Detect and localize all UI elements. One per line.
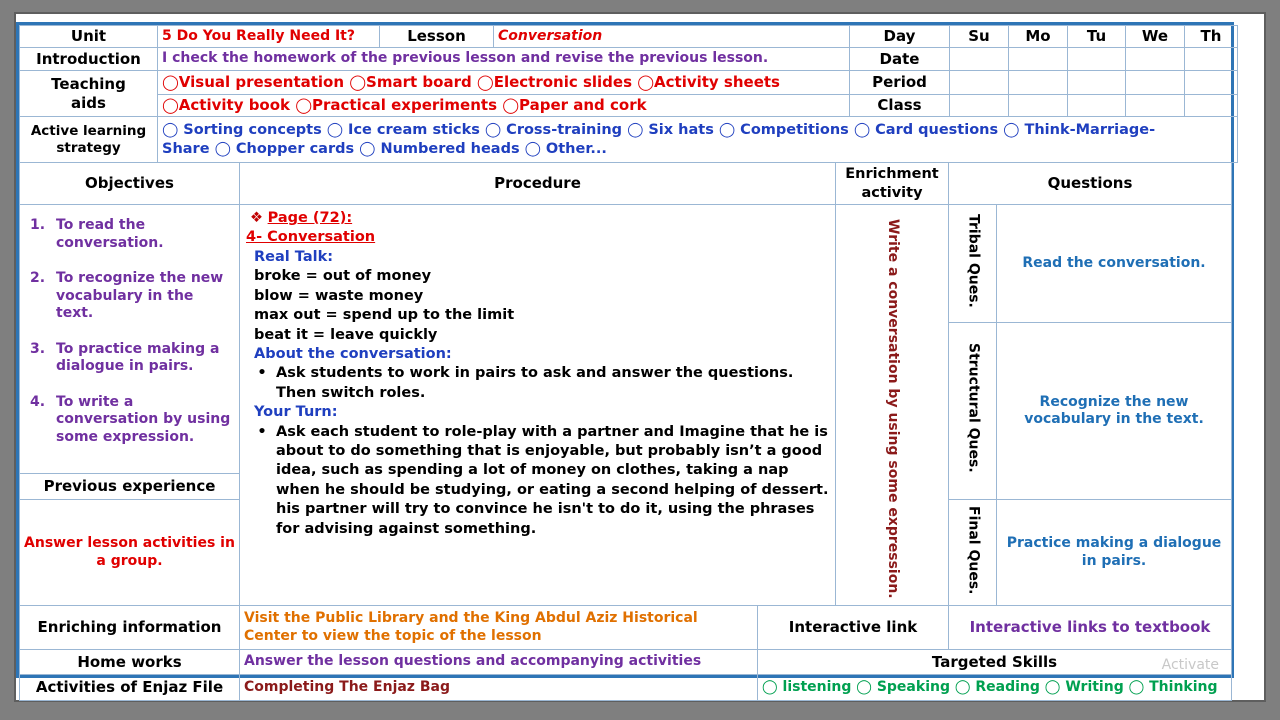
previous-experience-text: Answer lesson activities in a group.	[20, 500, 240, 606]
class-label: Class	[850, 95, 950, 117]
tribal-label-cell	[949, 205, 997, 323]
vocab-item: beat it = leave quickly	[254, 326, 438, 343]
enrichment-text: Write a conversation by using some expression.	[884, 219, 901, 599]
lesson-value: Conversation	[494, 26, 850, 48]
objective-text: To practice making a dialogue in pairs.	[56, 340, 220, 374]
objective-item	[30, 341, 235, 376]
objective-item	[30, 394, 235, 447]
objective-text: To write a conversation by using some expression.	[56, 393, 231, 445]
vocab-item: blow = waste money	[254, 287, 424, 304]
objectives-header: Objectives	[20, 163, 240, 205]
header-table	[19, 25, 1238, 163]
strategy-label-1: Active learning	[30, 122, 147, 139]
home-works-label: Home works	[20, 650, 240, 675]
footer-table	[19, 605, 1232, 701]
day-th: Th	[1185, 26, 1238, 48]
enriching-label: Enriching information	[20, 606, 240, 650]
about-bullet	[246, 364, 829, 403]
your-turn-heading: Your Turn:	[254, 404, 338, 421]
period-cell-tu[interactable]	[1068, 71, 1126, 95]
date-cell-su[interactable]	[950, 48, 1009, 71]
introduction-label: Introduction	[20, 48, 158, 71]
period-cell-mo[interactable]	[1009, 71, 1068, 95]
enjaz-text: Completing The Enjaz Bag	[240, 675, 758, 701]
date-cell-th[interactable]	[1185, 48, 1238, 71]
introduction-text: I check the homework of the previous lesson and revise the previous lesson.	[158, 48, 850, 71]
objectives-cell	[20, 205, 240, 474]
lesson-label: Lesson	[380, 26, 494, 48]
targeted-skills-label: Targeted Skills	[758, 650, 1232, 675]
enrichment-header	[836, 163, 949, 205]
class-cell-th[interactable]	[1185, 95, 1238, 117]
objective-number: 3.	[30, 340, 46, 357]
interactive-link-label: Interactive link	[758, 606, 949, 650]
teaching-aids-line-2[interactable]: ◯Activity book ◯Practical experiments ◯Paper and cork	[158, 95, 850, 117]
day-tu: Tu	[1068, 26, 1126, 48]
objective-number: 2.	[30, 270, 46, 286]
teaching-aids-label	[20, 71, 158, 117]
day-mo: Mo	[1009, 26, 1068, 48]
final-label: Final Ques.	[965, 505, 982, 595]
structural-question: Recognize the new vocabulary in the text.	[997, 323, 1232, 500]
objective-text: To read the conversation.	[56, 217, 164, 251]
lesson-plan-sheet	[16, 22, 1234, 697]
period-cell-we[interactable]	[1126, 71, 1185, 95]
tribal-label: Tribal Ques.	[965, 213, 982, 308]
questions-header: Questions	[949, 163, 1232, 205]
class-cell-mo[interactable]	[1009, 95, 1068, 117]
day-su: Su	[950, 26, 1009, 48]
period-label: Period	[850, 71, 950, 95]
date-cell-tu[interactable]	[1068, 48, 1126, 71]
bullet-icon: •	[257, 365, 267, 382]
period-cell-su[interactable]	[950, 71, 1009, 95]
your-turn-bullet	[246, 423, 829, 540]
procedure-cell	[240, 205, 836, 606]
structural-label-cell	[949, 323, 997, 500]
bullet-icon: •	[257, 423, 267, 440]
teaching-aids-label-2: aids	[71, 93, 106, 112]
strategy-label-2: strategy	[56, 139, 121, 156]
class-cell-tu[interactable]	[1068, 95, 1126, 117]
your-turn-text: Ask each student to role-play with a partner and Imagine that he is about to do something that is enjoyable, but probably isn’t a good idea, such as spending a lot of money on clothes, taking a nap when he should be studying, or eating a second helping of dessert. his partner will try to convince he isn't to do it, using the phrases for advising against something.	[276, 423, 829, 537]
about-heading: About the conversation:	[254, 345, 452, 362]
enrichment-cell	[836, 205, 949, 606]
objective-number: 4.	[30, 393, 46, 410]
activate-watermark: Activate	[1161, 657, 1219, 673]
targeted-skills-options[interactable]: ◯ listening ◯ Speaking ◯ Reading ◯ Writing ◯ Thinking	[758, 675, 1232, 701]
strategy-line-2: Share ◯ Chopper cards ◯ Numbered heads ◯ Other...	[162, 140, 607, 157]
day-label: Day	[850, 26, 950, 48]
objective-text: To recognize the new vocabulary in the text.	[56, 270, 224, 321]
teaching-aids-line-1[interactable]: ◯Visual presentation ◯Smart board ◯Electronic slides ◯Activity sheets	[158, 71, 850, 95]
strategy-line-1: ◯ Sorting concepts ◯ Ice cream sticks ◯ Cross-training ◯ Six hats ◯ Competitions ◯ Card questions ◯ Think-Marriage-	[162, 122, 1156, 139]
vocab-item: broke = out of money	[254, 268, 432, 285]
date-cell-we[interactable]	[1126, 48, 1185, 71]
enriching-text: Visit the Public Library and the King Abdul Aziz Historical Center to view the topic of the lesson	[240, 606, 758, 650]
enrichment-header-1: Enrichment	[845, 166, 939, 183]
previous-experience-label: Previous experience	[20, 474, 240, 500]
strategy-label	[20, 117, 158, 163]
objective-number: 1.	[30, 217, 46, 233]
final-label-cell	[949, 500, 997, 606]
structural-label: Structural Ques.	[965, 343, 982, 474]
vocab-item: max out = spend up to the limit	[254, 307, 515, 324]
procedure-header: Procedure	[240, 163, 836, 205]
about-text: Ask students to work in pairs to ask and answer the questions. Then switch roles.	[276, 365, 794, 401]
home-works-text: Answer the lesson questions and accompanying activities	[240, 650, 758, 675]
class-cell-su[interactable]	[950, 95, 1009, 117]
objective-item	[30, 217, 235, 252]
real-talk-heading: Real Talk:	[254, 248, 334, 265]
section-title: 4- Conversation	[246, 229, 376, 246]
page-reference: Page (72):	[267, 210, 353, 226]
fleuron-icon: ❖	[250, 210, 263, 226]
main-table	[19, 162, 1232, 606]
interactive-link[interactable]: Interactive links to textbook	[949, 606, 1232, 650]
period-cell-th[interactable]	[1185, 71, 1238, 95]
strategy-options[interactable]	[158, 117, 1238, 163]
enrichment-header-2: activity	[861, 184, 923, 201]
objective-item	[30, 270, 235, 323]
final-question: Practice making a dialogue in pairs.	[997, 500, 1232, 606]
unit-label: Unit	[20, 26, 158, 48]
teaching-aids-label-1: Teaching	[51, 74, 126, 93]
class-cell-we[interactable]	[1126, 95, 1185, 117]
unit-value: 5 Do You Really Need It?	[158, 26, 380, 48]
date-label: Date	[850, 48, 950, 71]
day-we: We	[1126, 26, 1185, 48]
date-cell-mo[interactable]	[1009, 48, 1068, 71]
tribal-question: Read the conversation.	[997, 205, 1232, 323]
objectives-list	[24, 217, 235, 446]
enjaz-label: Activities of Enjaz File	[20, 675, 240, 701]
